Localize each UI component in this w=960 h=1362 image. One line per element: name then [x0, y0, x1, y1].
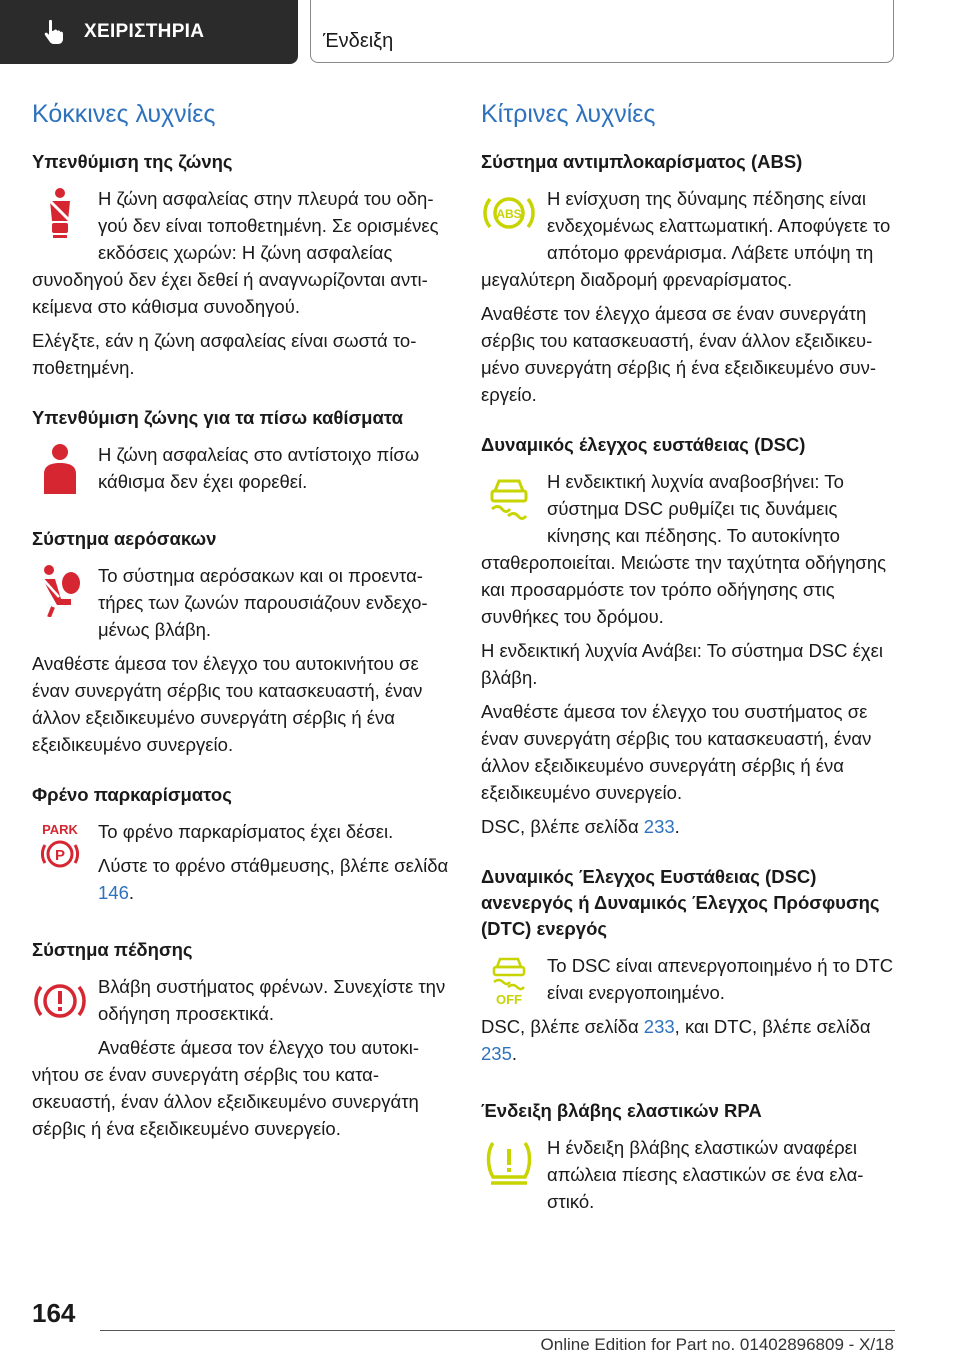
page-ref-link[interactable]: 233	[643, 1016, 675, 1037]
seatbelt-icon	[32, 185, 88, 241]
brake-system-section	[32, 937, 452, 1142]
paragraph: DSC, βλέπε σελίδα 233.	[481, 816, 680, 837]
tire-pressure-icon	[481, 1134, 537, 1190]
section-title: Δυναμικός Έλεγχος Ευστάθειας (DSC) ανενεργός ή Δυναμικός Έλεγχος Πρόσφυσης (DTC) ενεργός	[481, 866, 880, 939]
airbag-section	[32, 526, 452, 758]
topic-label: Ένδειξη	[323, 30, 394, 52]
chapter-tab[interactable]	[0, 0, 298, 64]
paragraph: DSC, βλέπε σελίδα 233, και DTC, βλέπε σελίδα 235.	[481, 1016, 871, 1064]
pointing-hand-icon	[40, 17, 70, 47]
red-lights-heading: Κόκκινες λυχνίες	[32, 100, 216, 128]
paragraph: Αναθέστε τον έλεγχο άμεσα σε έναν συνεργάτη σέρβις του κατασκευαστή, έναν άλλον εξειδικευμένο συνεργάτη σέρβις ή ένα εξειδικευμένο συνεργείο.	[481, 303, 877, 405]
paragraph: Αναθέστε άμεσα τον έλεγχο του συστήματος σε έναν συνεργάτη σέρβις του κατασκευαστή, έναν άλλον εξειδικευμένο συνεργάτη σέρβις ή ένα εξειδικευμένο συνεργείο.	[481, 701, 872, 803]
rear-seat-occupant-icon	[32, 441, 88, 497]
paragraph: Η ενδεικτική λυχνία αναβοσβήνει: Το σύστημα DSC ρυθμίζει τις δυνάμεις κίνησης και πέδησης. Το αυτοκίνητο σταθεροποιείται. Μειώστε την ταχύτητα οδήγησης και προσαρμόστε τον τρόπο οδήγησης στις συνθήκες του δρόμου.	[481, 471, 887, 627]
seatbelt-reminder-section	[32, 149, 452, 381]
rear-seatbelt-section	[32, 405, 452, 502]
dsc-section	[481, 432, 895, 840]
abs-icon	[481, 185, 537, 241]
dsc-off-section	[481, 864, 895, 1074]
paragraph: Το φρένο παρκαρίσματος έχει δέσει.	[98, 821, 394, 842]
paragraph: Η ζώνη ασφαλείας στην πλευρά του οδηγού δεν είναι τοποθετημένη. Σε ορισμένες εκδόσεις χωρών: Η ζώνη ασφαλείας συνοδηγού δεν έχει δεθεί ή αναγνωρίζονται αντικείμενα στο κάθισμα συνοδηγού.	[32, 188, 439, 317]
section-title: Δυναμικός έλεγχος ευστάθειας (DSC)	[481, 434, 806, 455]
dsc-off-icon	[481, 952, 537, 1008]
section-title: Σύστημα αντιμπλοκαρίσματος (ABS)	[481, 151, 803, 172]
section-title: Σύστημα πέδησης	[32, 939, 193, 960]
page-ref-link[interactable]: 146	[98, 882, 129, 903]
yellow-lights-column	[481, 100, 895, 1246]
yellow-lights-heading: Κίτρινες λυχνίες	[481, 100, 656, 128]
abs-section	[481, 149, 895, 408]
page-ref-link[interactable]: 235	[481, 1043, 512, 1064]
parking-brake-section	[32, 782, 452, 913]
paragraph: Λύστε το φρένο στάθμευσης, βλέπε σελίδα 146.	[98, 855, 449, 903]
section-title: Σύστημα αερόσακων	[32, 528, 217, 549]
red-lights-column	[32, 100, 452, 1166]
topic-header	[310, 0, 894, 63]
paragraph: Βλάβη συστήματος φρένων. Συνεχίστε την οδήγηση προσεκτικά.	[98, 976, 446, 1024]
svg-text:ABS: ABS	[496, 207, 522, 221]
paragraph: Ελέγξτε, εάν η ζώνη ασφαλείας είναι σωστά τοποθετημένη.	[32, 330, 417, 378]
svg-text:PARK: PARK	[42, 822, 78, 837]
footer-edition: Online Edition for Part no. 01402896809 - X/18	[540, 1335, 894, 1354]
section-title: Φρένο παρκαρίσματος	[32, 784, 232, 805]
svg-text:P: P	[54, 847, 66, 864]
tire-pressure-section	[481, 1098, 895, 1222]
paragraph: Η ενδεικτική λυχνία Ανάβει: Το σύστημα DSC έχει βλάβη.	[481, 640, 883, 688]
paragraph: Το σύστημα αερόσακων και οι προεντατήρες των ζωνών παρουσιάζουν ενδεχομένως βλάβη.	[98, 565, 428, 640]
dsc-icon	[481, 468, 537, 524]
footer-divider	[100, 1330, 895, 1331]
brake-warning-icon	[32, 973, 88, 1029]
section-title: Ένδειξη βλάβης ελαστικών RPA	[481, 1100, 762, 1121]
paragraph: Η ένδειξη βλάβης ελαστικών αναφέρει απώλεια πίεσης ελαστικών σε ένα ελαστικό.	[547, 1137, 864, 1212]
section-title: Υπενθύμιση ζώνης για τα πίσω καθίσματα	[32, 407, 403, 428]
paragraph: Η ζώνη ασφαλείας στο αντίστοιχο πίσω κάθισμα δεν έχει φορεθεί.	[98, 444, 420, 492]
paragraph: Αναθέστε άμεσα τον έλεγχο του αυτοκινήτου σε έναν συνεργάτη σέρβις του κατασκευαστή, έναν άλλον εξειδικευμένο συνεργάτη σέρβις ή ένα εξειδικευμένο συνεργείο.	[32, 1037, 420, 1139]
page-ref-link[interactable]: 233	[643, 816, 675, 837]
page-number: 164	[32, 1298, 76, 1328]
chapter-label: ΧΕΙΡΙΣΤΗΡΙΑ	[84, 21, 205, 42]
park-brake-icon	[32, 818, 88, 874]
svg-text:OFF: OFF	[496, 992, 522, 1007]
section-title: Υπενθύμιση της ζώνης	[32, 151, 233, 172]
paragraph: Το DSC είναι απενεργοποιημένο ή το DTC είναι ενεργοποιημένο.	[547, 955, 894, 1003]
paragraph: Η ενίσχυση της δύναμης πέδησης είναι ενδεχομένως ελαττωματική. Αποφύγετε το απότομο φρενάρισμα. Λάβετε υπόψη τη μεγαλύτερη διαδρομή φρεναρίσματος.	[481, 188, 891, 290]
paragraph: Αναθέστε άμεσα τον έλεγχο του αυτοκινήτου σε έναν συνεργάτη σέρβις του κατασκευαστή, έναν άλλον εξειδικευμένο συνεργάτη σέρβις ή ένα εξειδικευμένο συνεργείο.	[32, 653, 423, 755]
airbag-icon	[32, 562, 88, 618]
